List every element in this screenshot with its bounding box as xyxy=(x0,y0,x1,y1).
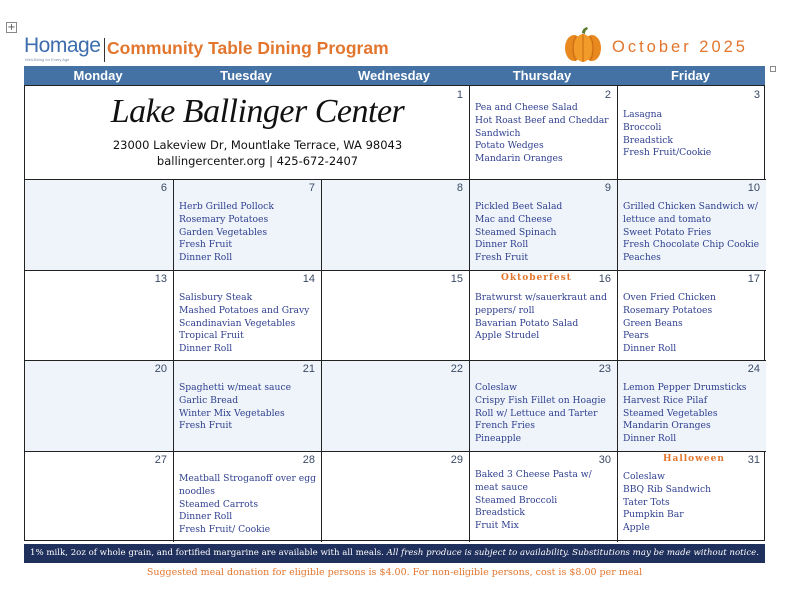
menu-list xyxy=(475,382,606,446)
menu-item: Mashed Potatoes and Gravy xyxy=(179,304,310,316)
menu-item: Crispy Fish Fillet on Hoagie xyxy=(475,394,606,406)
menu-item: peppers/ roll xyxy=(475,304,535,316)
grid-line xyxy=(25,451,766,452)
day-number: 20 xyxy=(154,363,167,375)
day-number: 30 xyxy=(598,454,611,466)
oktoberfest-label: Oktoberfest xyxy=(501,273,572,283)
weekday-wednesday: Wednesday xyxy=(357,68,430,83)
day-cell xyxy=(469,270,617,360)
weekday-header xyxy=(24,66,765,85)
day-number: 8 xyxy=(456,182,463,194)
day-number: 29 xyxy=(450,454,463,466)
homage-logo xyxy=(24,34,104,64)
day-cell xyxy=(617,270,766,360)
menu-item: Pickled Beet Salad xyxy=(475,201,563,212)
grid-line xyxy=(173,179,174,542)
menu-item: Mandarin Oranges xyxy=(475,153,563,165)
center-name: Lake Ballinger Center xyxy=(110,93,405,130)
day-cell xyxy=(25,179,173,270)
menu-item: Dinner Roll xyxy=(179,343,233,355)
menu-item: Baked 3 Cheese Pasta w/ xyxy=(475,469,592,480)
menu-item: Fruit Mix xyxy=(475,520,519,532)
menu-list xyxy=(475,102,609,166)
day-cell xyxy=(469,451,617,542)
menu-item: Fresh Fruit xyxy=(475,252,529,264)
menu-item: Steamed Broccoli xyxy=(475,494,558,506)
menu-item: Breadstick xyxy=(475,507,525,519)
menu-item: Roll w/ Lettuce and Tarter xyxy=(475,407,598,419)
menu-item: Breadstick xyxy=(623,134,673,146)
menu-item: Apple xyxy=(623,522,650,534)
menu-item: Tropical Fruit xyxy=(179,330,244,342)
day-number: 17 xyxy=(747,273,760,285)
grid-line xyxy=(617,86,618,542)
menu-item: Fresh Fruit xyxy=(179,239,233,251)
menu-item: Fresh Fruit/Cookie xyxy=(623,147,712,159)
menu-item: lettuce and tomato xyxy=(623,213,712,225)
menu-item: Bratwurst w/sauerkraut and xyxy=(475,292,607,303)
menu-list xyxy=(623,109,711,160)
day-cell xyxy=(25,451,173,542)
day-number: 28 xyxy=(302,454,315,466)
menu-item: Grilled Chicken Sandwich w/ xyxy=(623,201,758,212)
menu-item: Harvest Rice Pilaf xyxy=(623,394,708,406)
menu-item: Sandwich xyxy=(475,127,521,139)
menu-list xyxy=(475,292,607,343)
menu-item: Steamed Vegetables xyxy=(623,407,718,419)
menu-item: Steamed Carrots xyxy=(179,498,259,510)
menu-item: Coleslaw xyxy=(623,471,665,482)
menu-item: Dinner Roll xyxy=(179,252,233,264)
day-number: 7 xyxy=(308,182,315,194)
weekday-friday: Friday xyxy=(670,68,710,83)
day-cell xyxy=(25,360,173,451)
table-resize-handle[interactable] xyxy=(770,66,776,72)
menu-item: Bavarian Potato Salad xyxy=(475,317,579,329)
menu-list xyxy=(623,201,759,265)
day-cell xyxy=(25,270,173,360)
day-cell xyxy=(469,86,617,179)
menu-item: Lemon Pepper Drumsticks xyxy=(623,382,747,393)
menu-item: BBQ Rib Sandwich xyxy=(623,483,712,495)
day-number: 23 xyxy=(598,363,611,375)
menu-item: Mac and Cheese xyxy=(475,213,553,225)
menu-item: Pea and Cheese Salad xyxy=(475,102,578,113)
menu-list xyxy=(179,201,274,265)
day-number: 3 xyxy=(753,89,760,101)
menu-item: Pineapple xyxy=(475,433,522,445)
day-number: 31 xyxy=(747,454,760,466)
day-number: 6 xyxy=(160,182,167,194)
menu-item: Green Beans xyxy=(623,317,683,329)
month-title: October 2025 xyxy=(612,38,748,56)
day-number: 27 xyxy=(154,454,167,466)
menu-item: Dinner Roll xyxy=(623,343,677,355)
menu-list xyxy=(475,201,562,265)
menu-item: Herb Grilled Pollock xyxy=(179,201,274,212)
grid-line xyxy=(321,179,322,542)
menu-item: Rosemary Potatoes xyxy=(179,213,269,225)
menu-item: Pumpkin Bar xyxy=(623,509,684,521)
menu-item: Mandarin Oranges xyxy=(623,420,711,432)
header-divider xyxy=(104,38,105,62)
weekday-tuesday: Tuesday xyxy=(220,68,272,83)
day-cell xyxy=(469,179,617,270)
footer-milk-note: 1% milk, 2oz of whole grain, and fortified margarine are available with all meals. xyxy=(30,548,384,558)
menu-list xyxy=(179,292,309,356)
menu-item: Fresh Fruit/ Cookie xyxy=(179,524,271,536)
menu-item: Tater Tots xyxy=(623,496,670,508)
day-cell xyxy=(321,179,469,270)
menu-item: Dinner Roll xyxy=(623,433,677,445)
day-cell xyxy=(617,86,766,179)
menu-item: Winter Mix Vegetables xyxy=(179,407,285,419)
day-cell xyxy=(173,179,321,270)
menu-item: noodles xyxy=(179,485,215,497)
day-number: 22 xyxy=(450,363,463,375)
day-cell xyxy=(173,451,321,542)
menu-item: Hot Roast Beef and Cheddar xyxy=(475,114,609,126)
day-number: 1 xyxy=(456,89,463,101)
menu-item: Potato Wedges xyxy=(475,140,544,152)
menu-item: Garlic Bread xyxy=(179,394,239,406)
day-cell xyxy=(173,270,321,360)
day-cell xyxy=(321,270,469,360)
day-number: 13 xyxy=(154,273,167,285)
day-cell xyxy=(469,360,617,451)
menu-item: Broccoli xyxy=(623,121,662,133)
day-number: 15 xyxy=(450,273,463,285)
day-cell xyxy=(617,179,766,270)
grid-line xyxy=(25,270,766,271)
donation-note: Suggested meal donation for eligible persons is $4.00. For non-eligible persons, cost is $8.00 per meal xyxy=(146,567,643,578)
menu-list xyxy=(179,382,291,433)
menu-item: Oven Fried Chicken xyxy=(623,292,716,303)
menu-item: Peaches xyxy=(623,252,661,264)
logo-word: Homage xyxy=(24,34,101,57)
menu-item: Garden Vegetables xyxy=(179,226,268,238)
day-cell xyxy=(321,451,469,542)
day-number: 16 xyxy=(598,273,611,285)
menu-item: Spaghetti w/meat sauce xyxy=(179,382,292,393)
menu-item: Dinner Roll xyxy=(179,511,233,523)
weekday-thursday: Thursday xyxy=(512,68,572,83)
logo-tagline: Well-Being for Every Age xyxy=(25,57,70,62)
day-number: 14 xyxy=(302,273,315,285)
day-cell xyxy=(173,360,321,451)
center-web-phone: ballingercenter.org | 425-672-2407 xyxy=(156,154,359,168)
menu-item: Sweet Potato Fries xyxy=(623,226,712,238)
day-cell xyxy=(321,360,469,451)
day-cell xyxy=(617,360,766,451)
menu-item: Rosemary Potatoes xyxy=(623,304,713,316)
day-number: 9 xyxy=(604,182,611,194)
menu-list xyxy=(623,292,716,356)
center-address: 23000 Lakeview Dr, Mountlake Terrace, WA 98043 xyxy=(112,138,403,152)
menu-item: Fresh Fruit xyxy=(179,420,233,432)
menu-item: French Fries xyxy=(475,420,535,432)
day-number: 10 xyxy=(747,182,760,194)
menu-item: Salisbury Steak xyxy=(179,292,253,303)
menu-item: Coleslaw xyxy=(475,382,517,393)
day-cell xyxy=(617,451,766,542)
menu-item: Fresh Chocolate Chip Cookie xyxy=(623,239,760,251)
table-move-handle[interactable]: + xyxy=(7,22,16,33)
day-number: 2 xyxy=(604,89,611,101)
menu-item: meat sauce xyxy=(475,481,528,493)
pumpkin-icon xyxy=(563,27,603,63)
menu-item: Steamed Spinach xyxy=(475,226,557,238)
menu-list xyxy=(179,473,316,537)
footer-notice-bar xyxy=(24,544,765,563)
weekday-monday: Monday xyxy=(73,68,123,83)
menu-item: Lasagna xyxy=(623,109,663,120)
day-number: 24 xyxy=(747,363,760,375)
day-number: 21 xyxy=(302,363,315,375)
menu-item: Apple Strudel xyxy=(475,330,540,342)
grid-line xyxy=(25,360,766,361)
footer-availability-note: All fresh produce is subject to availability. Substitutions may be made without notice. xyxy=(386,548,759,558)
menu-list xyxy=(475,469,592,533)
menu-item: Dinner Roll xyxy=(475,239,529,251)
menu-item: Scandinavian Vegetables xyxy=(179,317,296,329)
menu-list xyxy=(623,471,711,535)
menu-list xyxy=(623,382,747,446)
grid-line xyxy=(25,179,766,180)
program-title: Community Table Dining Program xyxy=(107,38,389,58)
halloween-label: Halloween xyxy=(663,454,725,464)
menu-item: Meatball Stroganoff over egg xyxy=(179,473,317,484)
menu-item: Pears xyxy=(623,330,649,342)
